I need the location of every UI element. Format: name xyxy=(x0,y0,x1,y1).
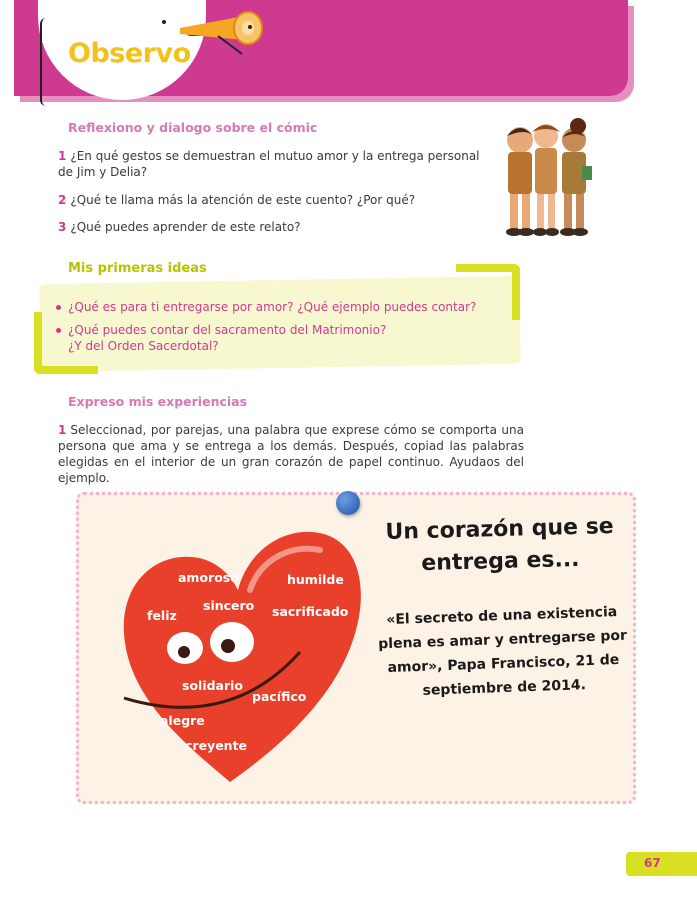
idea-text: ¿Qué puedes contar del sacramento del Matrimonio? xyxy=(68,323,387,337)
bullet-icon xyxy=(56,328,61,333)
question-number: 3 xyxy=(58,220,67,234)
question-number: 1 xyxy=(58,149,67,163)
question-number: 2 xyxy=(58,193,67,207)
question-3 xyxy=(58,219,488,235)
heart-word-humilde: humilde xyxy=(287,572,344,587)
section-title: Observo xyxy=(68,38,191,69)
idea-item-2 xyxy=(56,322,386,354)
card-quote: «El secreto de una existencia plena es amar y entregarse por amor», Papa Francisco, 21 de septiembre de 2014. xyxy=(378,603,628,699)
idea-item-1 xyxy=(56,299,476,315)
heart-word-pacifico: pacífico xyxy=(252,689,307,704)
card-title: Un corazón que se entrega es... xyxy=(385,514,614,577)
activity-number: 1 xyxy=(58,423,67,437)
children-illustration xyxy=(496,116,600,240)
experiences-heading: Expreso mis experiencias xyxy=(68,394,248,409)
activity-1 xyxy=(58,422,524,486)
heart-word-creyente: creyente xyxy=(185,738,248,753)
reflection-heading: Reflexiono y dialogo sobre el cómic xyxy=(68,120,318,135)
bullet-icon xyxy=(56,305,61,310)
heart-word-sincero: sincero xyxy=(203,598,255,613)
heart-word-alegre: alegre xyxy=(160,713,205,728)
heart-word-amoroso: amoroso xyxy=(178,570,239,585)
question-1 xyxy=(58,148,488,180)
activity-text: Seleccionad, por parejas, una palabra que exprese cómo se comporta una persona que ama y se entrega a los demás. Después, copiad las palabras elegidas en el interior de un gran corazón de papel continuo. Ayudaos del ejemplo. xyxy=(58,423,524,485)
mascot-eye xyxy=(162,20,166,24)
heart-word-feliz: feliz xyxy=(147,608,177,623)
mascot-arm-line xyxy=(40,18,48,106)
telescope-icon xyxy=(178,6,268,56)
heart-word-sacrificado: sacrificado xyxy=(272,604,349,619)
question-2 xyxy=(58,192,488,208)
pushpin-icon xyxy=(336,491,360,515)
heart-word-solidario: solidario xyxy=(182,678,244,693)
question-text: ¿Qué puedes aprender de este relato? xyxy=(70,220,301,234)
page-number-tab xyxy=(626,852,697,876)
idea-text: ¿Qué es para ti entregarse por amor? ¿Qué ejemplo puedes contar? xyxy=(68,300,477,314)
page-number: 67 xyxy=(644,856,661,870)
idea-text-continuation: ¿Y del Orden Sacerdotal? xyxy=(68,339,219,353)
ideas-heading: Mis primeras ideas xyxy=(68,261,207,276)
question-text: ¿Qué te llama más la atención de este cuento? ¿Por qué? xyxy=(70,193,416,207)
question-text: ¿En qué gestos se demuestran el mutuo amor y la entrega personal de Jim y Delia? xyxy=(58,149,480,179)
